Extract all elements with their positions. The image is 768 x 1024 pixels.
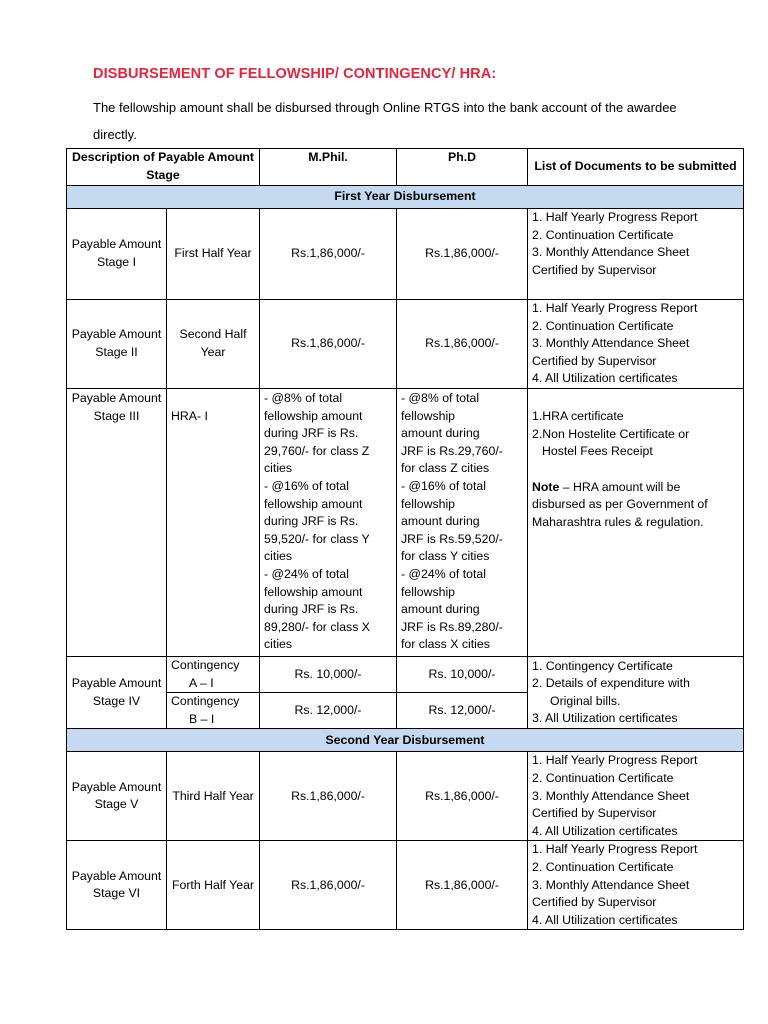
table-row bbox=[67, 752, 744, 841]
phd-amount: Rs.1,86,000/- bbox=[397, 209, 528, 300]
phd-amount: Rs.1,86,000/- bbox=[397, 752, 528, 841]
table-row bbox=[67, 657, 744, 693]
phd-amount: Rs.1,86,000/- bbox=[397, 841, 528, 930]
section-first-year: First Year Disbursement bbox=[67, 186, 744, 209]
stage-sublabel: First Half Year bbox=[167, 209, 260, 300]
table-row bbox=[67, 389, 744, 657]
documents-list: 1. Half Yearly Progress Report 2. Continuation Certificate 3. Monthly Attendance Sheet Certified by Supervisor 4. All Utilization certificates bbox=[528, 752, 744, 841]
note-label: Note bbox=[532, 479, 560, 494]
stage-label: Payable Amount Stage V bbox=[67, 752, 167, 841]
mphil-amount: Rs.1,86,000/- bbox=[260, 752, 397, 841]
table-row bbox=[67, 300, 744, 389]
header-mphil: M.Phil. bbox=[260, 149, 397, 186]
table-header-row bbox=[67, 149, 744, 186]
stage-sublabel: Contingency B – I bbox=[167, 693, 260, 729]
section-second-year: Second Year Disbursement bbox=[67, 729, 744, 752]
phd-amount: Rs.1,86,000/- bbox=[397, 300, 528, 389]
header-documents: List of Documents to be submitted bbox=[528, 149, 744, 186]
stage-sublabel: HRA- I bbox=[167, 389, 260, 657]
table-row bbox=[67, 209, 744, 300]
mphil-hra-details: - @8% of total fellowship amount during JRF is Rs. 29,760/- for class Z cities - @16% of total fellowship amount during JRF is Rs. 59,520/- for class Y cities - @24% of total fellowship amount during JRF is Rs. 89,280/- for class X cities bbox=[260, 389, 397, 657]
intro-paragraph: The fellowship amount shall be disbursed through Online RTGS into the bank account of the awardee directly. bbox=[93, 100, 677, 142]
stage-sublabel: Contingency A – I bbox=[167, 657, 260, 693]
mphil-amount: Rs.1,86,000/- bbox=[260, 209, 397, 300]
mphil-amount: Rs. 12,000/- bbox=[260, 693, 397, 729]
documents-list: 1. Half Yearly Progress Report 2. Continuation Certificate 3. Monthly Attendance Sheet Certified by Supervisor bbox=[528, 209, 744, 300]
stage-label: Payable Amount Stage IV bbox=[67, 657, 167, 729]
table-row bbox=[67, 841, 744, 930]
mphil-amount: Rs. 10,000/- bbox=[260, 657, 397, 693]
header-phd: Ph.D bbox=[397, 149, 528, 186]
documents-list: 1. Contingency Certificate 2. Details of expenditure with Original bills. 3. All Utilization certificates bbox=[528, 657, 744, 729]
documents-list: 1. Half Yearly Progress Report 2. Continuation Certificate 3. Monthly Attendance Sheet Certified by Supervisor 4. All Utilization certificates bbox=[528, 841, 744, 930]
phd-amount: Rs. 10,000/- bbox=[397, 657, 528, 693]
header-description: Description of Payable Amount Stage bbox=[67, 149, 260, 186]
phd-hra-details: - @8% of total fellowship amount during JRF is Rs.29,760/- for class Z cities - @16% of total fellowship amount during JRF is Rs.59,520/- for class Y cities - @24% of total fellowship amount during JRF is Rs.89,280/- for class X cities bbox=[397, 389, 528, 657]
page-heading: DISBURSEMENT OF FELLOWSHIP/ CONTINGENCY/ HRA: bbox=[93, 66, 497, 82]
stage-label: Payable Amount Stage III bbox=[67, 389, 167, 657]
stage-sublabel: Second Half Year bbox=[167, 300, 260, 389]
stage-sublabel: Forth Half Year bbox=[167, 841, 260, 930]
stage-label: Payable Amount Stage I bbox=[67, 209, 167, 300]
documents-list: 1. Half Yearly Progress Report 2. Continuation Certificate 3. Monthly Attendance Sheet Certified by Supervisor 4. All Utilization certificates bbox=[528, 300, 744, 389]
stage-label: Payable Amount Stage VI bbox=[67, 841, 167, 930]
mphil-amount: Rs.1,86,000/- bbox=[260, 300, 397, 389]
stage-sublabel: Third Half Year bbox=[167, 752, 260, 841]
mphil-amount: Rs.1,86,000/- bbox=[260, 841, 397, 930]
stage-label: Payable Amount Stage II bbox=[67, 300, 167, 389]
phd-amount: Rs. 12,000/- bbox=[397, 693, 528, 729]
documents-list: 1.HRA certificate 2.Non Hostelite Certificate or Hostel Fees Receipt Note – HRA amount will be disbursed as per Government of Maharashtra rules & regulation. bbox=[528, 389, 744, 657]
disbursement-table bbox=[66, 148, 744, 930]
